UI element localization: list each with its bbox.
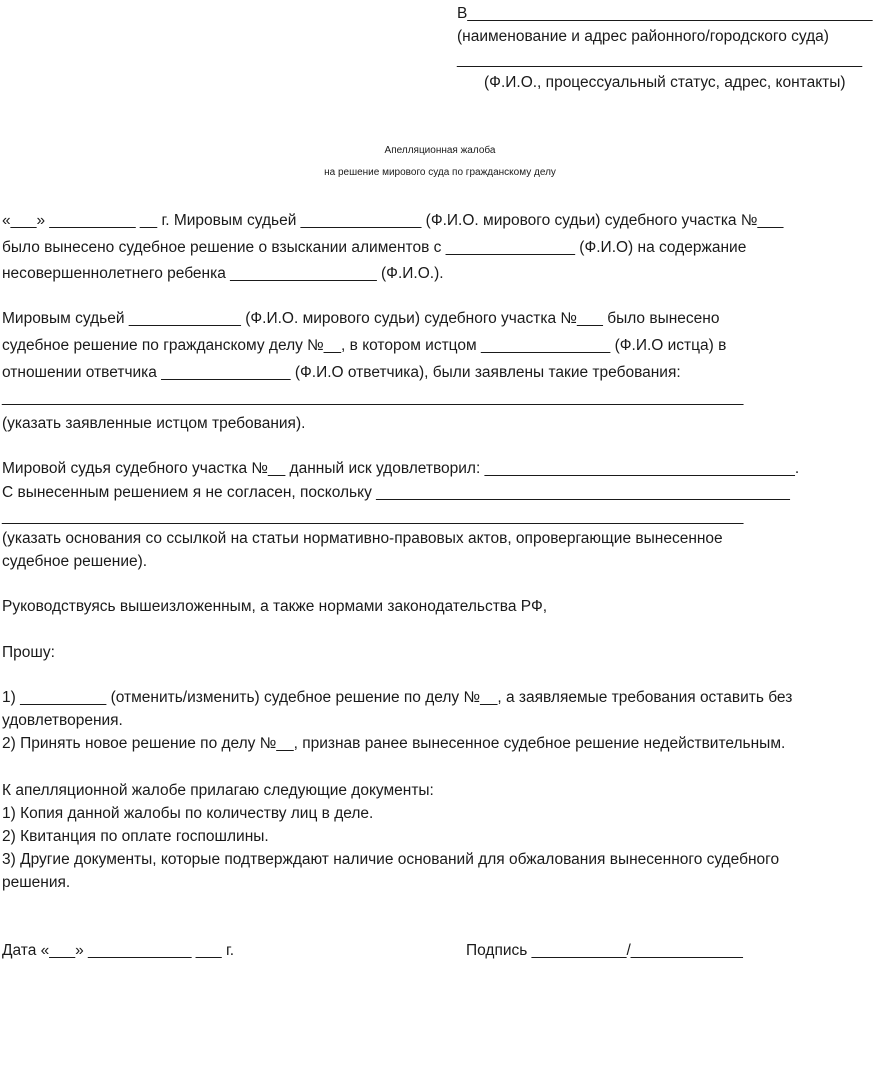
applicant-caption: (Ф.И.О., процессуальный статус, адрес, контакты): [484, 74, 846, 91]
applicant-line: _______________________________________________: [457, 51, 863, 68]
legal-basis-text: Руководствуясь вышеизложенным, а также нормами законодательства РФ,: [2, 598, 548, 615]
paragraph-1-line: было вынесено судебное решение о взыскании алиментов с _______________ (Ф.И.О) на содержание: [2, 239, 747, 256]
paragraph-2-line: судебное решение по гражданскому делу №__, в котором истцом _______________ (Ф.И.О истца) в: [2, 337, 727, 354]
claims-blank-line: ______________________________________________________________________________________: [2, 389, 744, 406]
request-heading: Прошу:: [2, 644, 55, 661]
request-item: 2) Принять новое решение по делу №__, признав ранее вынесенное судебное решение недействительным.: [2, 735, 786, 752]
attachment-item: 1) Копия данной жалобы по количеству лиц в деле.: [2, 805, 374, 822]
attachments-heading: К апелляционной жалобе прилагаю следующие документы:: [2, 782, 434, 799]
request-item: 1) __________ (отменить/изменить) судебное решение по делу №__, а заявляемые требования оставить без: [2, 689, 793, 706]
document-subtitle: на решение мирового суда по гражданскому делу: [324, 167, 556, 178]
document-title: Апелляционная жалоба: [384, 145, 496, 156]
attachment-item: 2) Квитанция по оплате госпошлины.: [2, 828, 269, 845]
grounds-caption: судебное решение).: [2, 553, 148, 570]
attachment-item: решения.: [2, 874, 71, 891]
paragraph-2-line: Мировым судьей _____________ (Ф.И.О. мирового судьи) судебного участка №___ было вынесено: [2, 310, 720, 327]
court-name-caption: (наименование и адрес районного/городского суда): [457, 28, 829, 45]
paragraph-1-line: «___» __________ __ г. Мировым судьей ______________ (Ф.И.О. мирового судьи) судебного участка №___: [2, 212, 784, 229]
signature-field: Подпись ___________/_____________: [466, 942, 743, 959]
date-field: Дата «___» ____________ ___ г.: [2, 942, 235, 959]
request-item: удовлетворения.: [2, 712, 123, 729]
paragraph-2-line: отношении ответчика _______________ (Ф.И.О ответчика), были заявлены такие требования:: [2, 364, 681, 381]
court-name-line: В_______________________________________________: [457, 5, 873, 22]
grounds-blank-line: ______________________________________________________________________________________: [2, 508, 744, 525]
attachment-item: 3) Другие документы, которые подтверждают наличие оснований для обжалования вынесенного судебного: [2, 851, 780, 868]
paragraph-3-line: С вынесенным решением я не согласен, поскольку ________________________________________________: [2, 484, 790, 501]
paragraph-3-line: Мировой судья судебного участка №__ данный иск удовлетворил: ____________________________________.: [2, 460, 800, 477]
claims-caption: (указать заявленные истцом требования).: [2, 415, 306, 432]
paragraph-1-line: несовершеннолетнего ребенка _________________ (Ф.И.О.).: [2, 265, 444, 282]
grounds-caption: (указать основания со ссылкой на статьи нормативно-правовых актов, опровергающие вынесенное: [2, 530, 723, 547]
